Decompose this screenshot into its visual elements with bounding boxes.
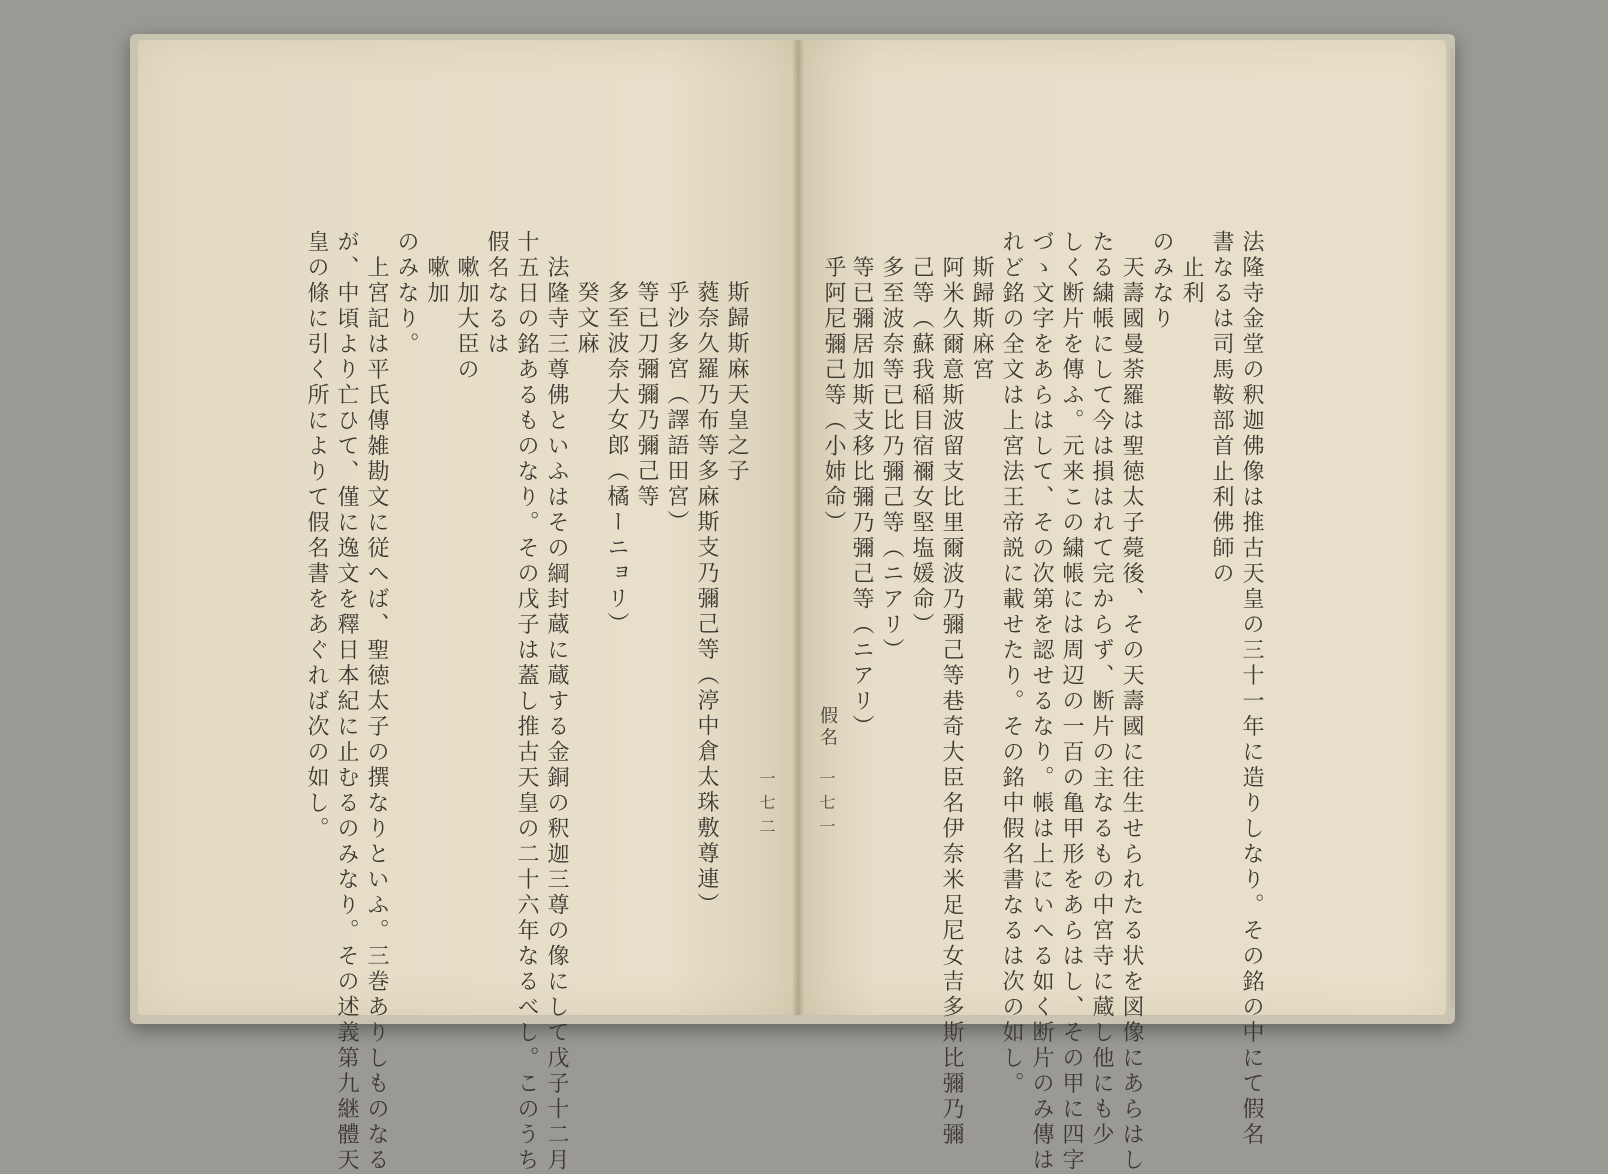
text-column: づゝ文字をあらはして、その次第を認せるなり。帳は上にいへる如く断片のみ傳は (1029, 230, 1054, 1174)
text-column: 多至波奈大女郎（橘ーニョリ） (604, 255, 629, 638)
text-column: 假名なるは (484, 230, 509, 358)
text-column: 嗽加大臣の (454, 230, 479, 383)
page-edge (1446, 48, 1454, 1008)
text-column: のみなり。 (394, 230, 419, 358)
text-column: 乎沙多宮（譯語田宮） (664, 255, 689, 536)
text-column: しく断片を傳ふ。元来この繍帳には周辺の一百の亀甲形をあらはし、その甲に四字 (1059, 230, 1084, 1174)
text-column: 斯歸斯麻天皇之子 (724, 255, 749, 485)
text-column: 乎阿尼彌己等（小姉命） (821, 230, 846, 536)
text-column: 等已彌居加斯支移比彌乃彌己等（ニアリ） (849, 230, 874, 740)
text-column: 癸文麻 (574, 255, 599, 357)
text-column: 止利 (1179, 230, 1204, 307)
text-column: 蕤奈久羅乃布等多麻斯支乃彌己等（渟中倉太珠敷尊連） (694, 255, 719, 918)
text-column: 嗽加 (424, 230, 449, 307)
text-column: 法隆寺金堂の釈迦佛像は推古天皇の三十一年に造りしなり。その銘の中にて假名 (1239, 230, 1264, 1148)
text-column: 書なるは司馬鞍部首止利佛師の (1209, 230, 1234, 587)
running-head: 假名 (817, 706, 838, 749)
text-column: 上宮記は平氏傳雑勘文に従へば、聖徳太子の撰なりといふ。三巻ありしものなる (364, 230, 389, 1174)
page-number: 一七二 (757, 770, 776, 842)
text-column: 皇の條に引く所によりて假名書をあぐれば次の如し。 (304, 230, 329, 842)
text-column: 法隆寺三尊佛といふはその綱封蔵に蔵する金銅の釈迦三尊の像にして戊子十二月 (544, 230, 569, 1174)
book-gutter (792, 40, 804, 1015)
text-column: のみなり (1149, 230, 1174, 332)
text-column: 十五日の銘あるものなり。その戊子は蓋し推古天皇の二十六年なるべし。このうち (514, 230, 539, 1174)
text-column: 等已刀彌彌乃彌己等 (634, 255, 659, 510)
page-number: 一七一 (817, 770, 836, 842)
text-column: れど銘の全文は上宮法王帝説に載せたり。その銘中假名書なるは次の如し。 (999, 230, 1024, 1097)
text-column: 斯歸斯麻宮 (969, 230, 994, 383)
text-column: たる繍帳にして今は損はれて完からず、断片の主なるもの中宮寺に蔵し他にも少 (1089, 230, 1114, 1148)
text-column: 多至波奈等已比乃彌己等（ニアリ） (879, 230, 904, 664)
text-column: 天壽國曼荼羅は聖徳太子薨後、その天壽國に往生せられたる状を図像にあらはし (1119, 230, 1144, 1174)
text-column: 阿米久爾意斯波留支比里爾波乃彌己等巷奇大臣名伊奈米足尼女吉多斯比彌乃彌 (939, 230, 964, 1148)
text-column: 己等（蘇我稲目宿禰女堅塩媛命） (909, 230, 934, 638)
text-column: が、中頃より亡ひて、僅に逸文を釋日本紀に止むるのみなり。その述義第九継體天 (334, 230, 359, 1174)
